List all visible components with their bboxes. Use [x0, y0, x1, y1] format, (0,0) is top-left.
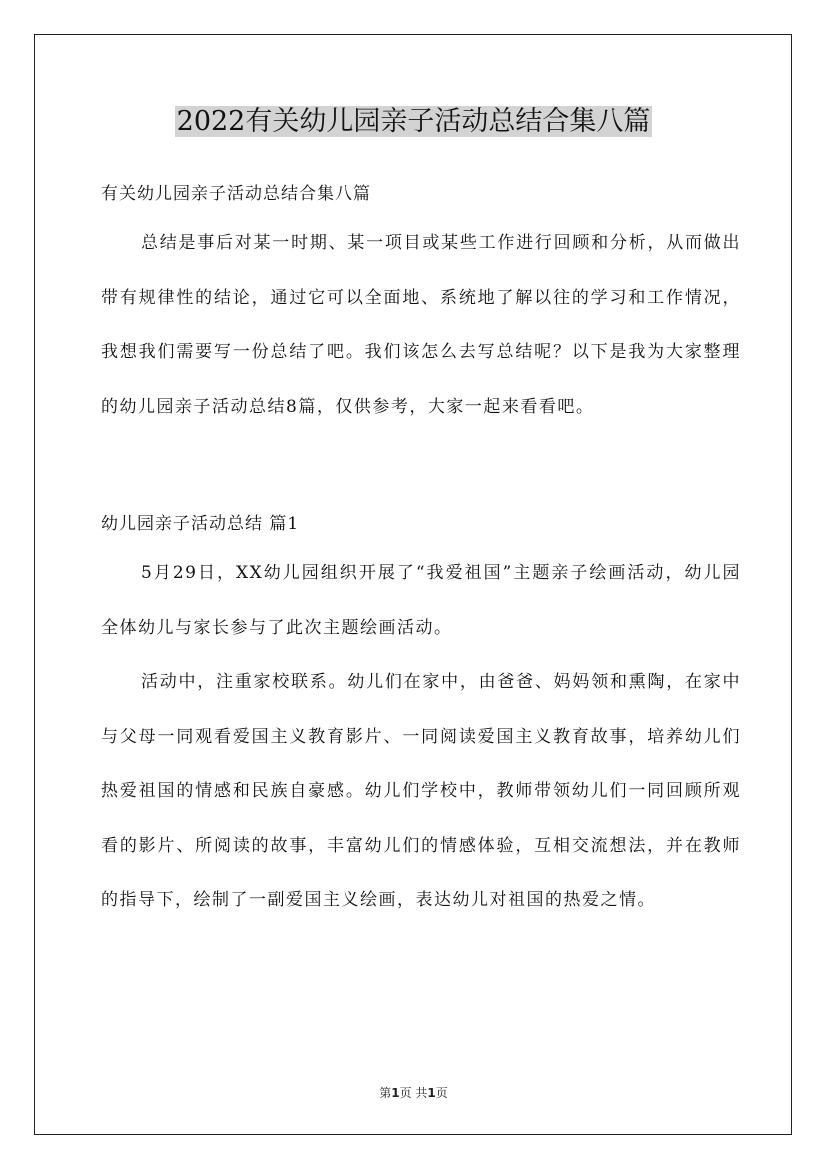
section-paragraph-2: 活动中，注重家校联系。幼儿们在家中，由爸爸、妈妈领和熏陶，在家中与父母一同观看爱国主义教育影片、一同阅读爱国主义教育故事，培养幼儿们热爱祖国的情感和民族自豪感。幼儿们学校中，教师带领幼儿们一同回顾所观看的影片、所阅读的故事，丰富幼儿们的情感体验，互相交流想法，并在教师的指导下，绘制了一副爱国主义绘画，表达幼儿对祖国的热爱之情。 — [101, 672, 741, 910]
document-body — [101, 174, 741, 928]
page-footer — [0, 1084, 827, 1101]
footer-page-suffix: 页 — [435, 1086, 448, 1100]
footer-page-mid: 页 共 — [399, 1086, 428, 1100]
document-subheading: 有关幼儿园亲子活动总结合集八篇 — [101, 184, 371, 204]
document-title — [0, 102, 827, 142]
section-heading: 幼儿园亲子活动总结 篇1 — [101, 514, 300, 534]
intro-paragraph: 总结是事后对某一时期、某一项目或某些工作进行回顾和分析，从而做出带有规律性的结论，通过它可以全面地、系统地了解以往的学习和工作情况，我想我们需要写一份总结了吧。我们该怎么去写总结呢？以下是我为大家整理的幼儿园亲子活动总结8篇，仅供参考，大家一起来看看吧。 — [101, 233, 741, 417]
section-paragraph-1: 5月29日，XX幼儿园组织开展了“我爱祖国”主题亲子绘画活动，幼儿园全体幼儿与家长参与了此次主题绘画活动。 — [101, 563, 741, 638]
document-title-text: 2022有关幼儿园亲子活动总结合集八篇 — [176, 106, 651, 137]
footer-page-total: 1 — [427, 1086, 436, 1100]
footer-page-current: 1 — [391, 1086, 400, 1100]
footer-page-prefix: 第 — [379, 1086, 392, 1100]
